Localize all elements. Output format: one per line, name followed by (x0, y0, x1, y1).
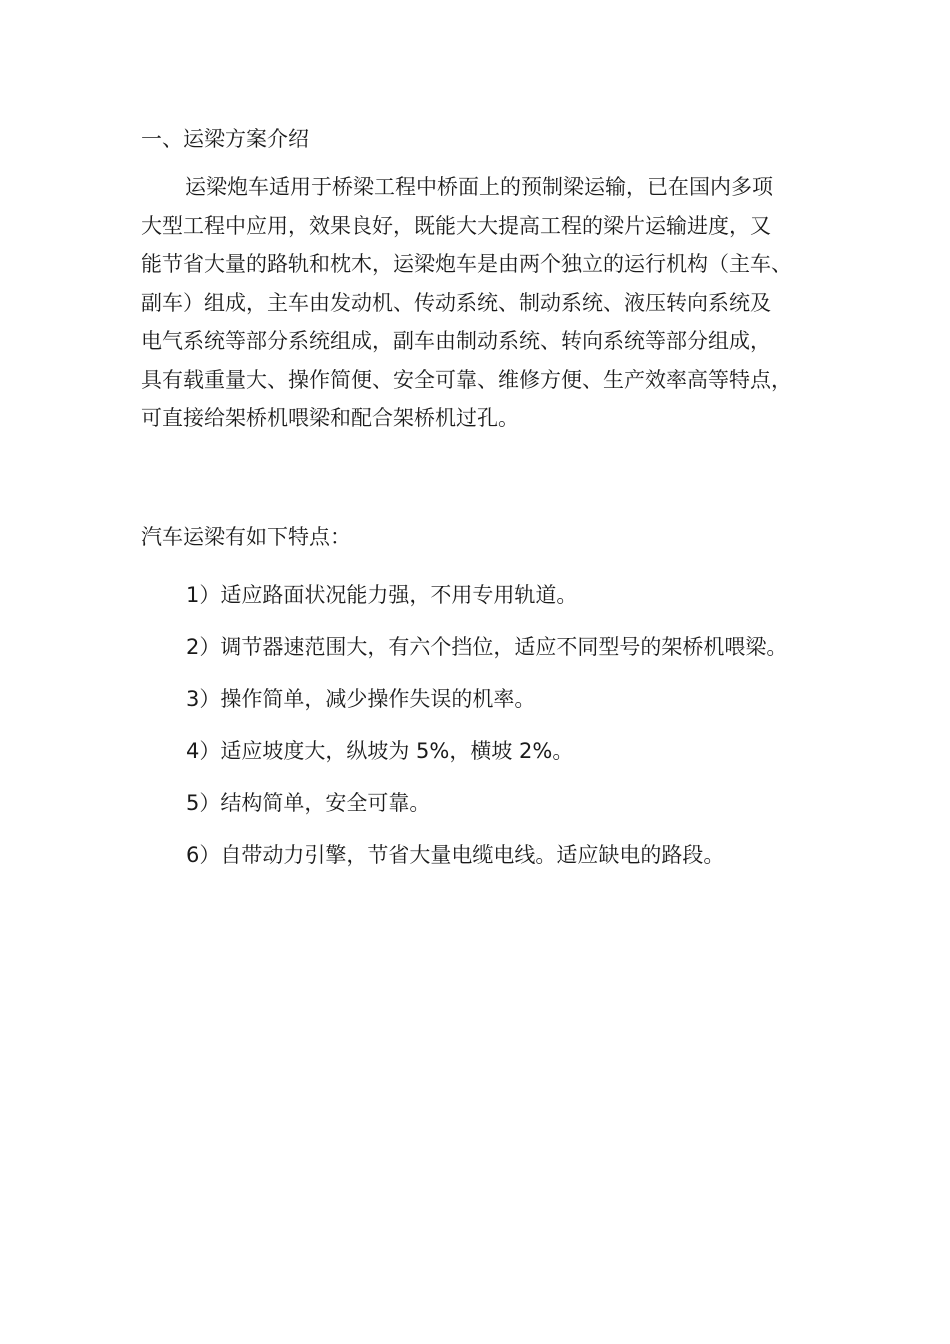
feature-item: 5）结构简单，安全可靠。 (186, 791, 431, 815)
section-heading: 一、运梁方案介绍 (141, 127, 309, 151)
intro-line: 运梁炮车适用于桥梁工程中桥面上的预制梁运输，已在国内多项 (185, 175, 773, 199)
feature-item: 6）自带动力引擎，节省大量电缆电线。适应缺电的路段。 (186, 843, 725, 867)
intro-line: 可直接给架桥机喂梁和配合架桥机过孔。 (141, 406, 519, 430)
intro-line: 电气系统等部分系统组成，副车由制动系统、转向系统等部分组成， (141, 329, 771, 353)
intro-line: 副车）组成，主车由发动机、传动系统、制动系统、液压转向系统及 (141, 290, 771, 315)
feature-item: 3）操作简单，减少操作失误的机率。 (186, 687, 536, 711)
intro-line: 具有载重量大、操作简便、安全可靠、维修方便、生产效率高等特点， (141, 367, 792, 392)
feature-list (186, 580, 836, 892)
feature-item: 2）调节器速范围大，有六个挡位，适应不同型号的架桥机喂梁。 (186, 635, 788, 659)
intro-line: 大型工程中应用，效果良好，既能大大提高工程的梁片运输进度，又 (141, 213, 771, 238)
feature-item: 4）适应坡度大，纵坡为 5%，横坡 2%。 (186, 739, 574, 763)
intro-line: 能节省大量的路轨和枕木，运梁炮车是由两个独立的运行机构（主车、 (141, 252, 792, 276)
feature-item: 1）适应路面状况能力强，不用专用轨道。 (186, 583, 578, 607)
intro-paragraph (141, 168, 831, 438)
features-heading: 汽车运梁有如下特点： (141, 525, 351, 549)
